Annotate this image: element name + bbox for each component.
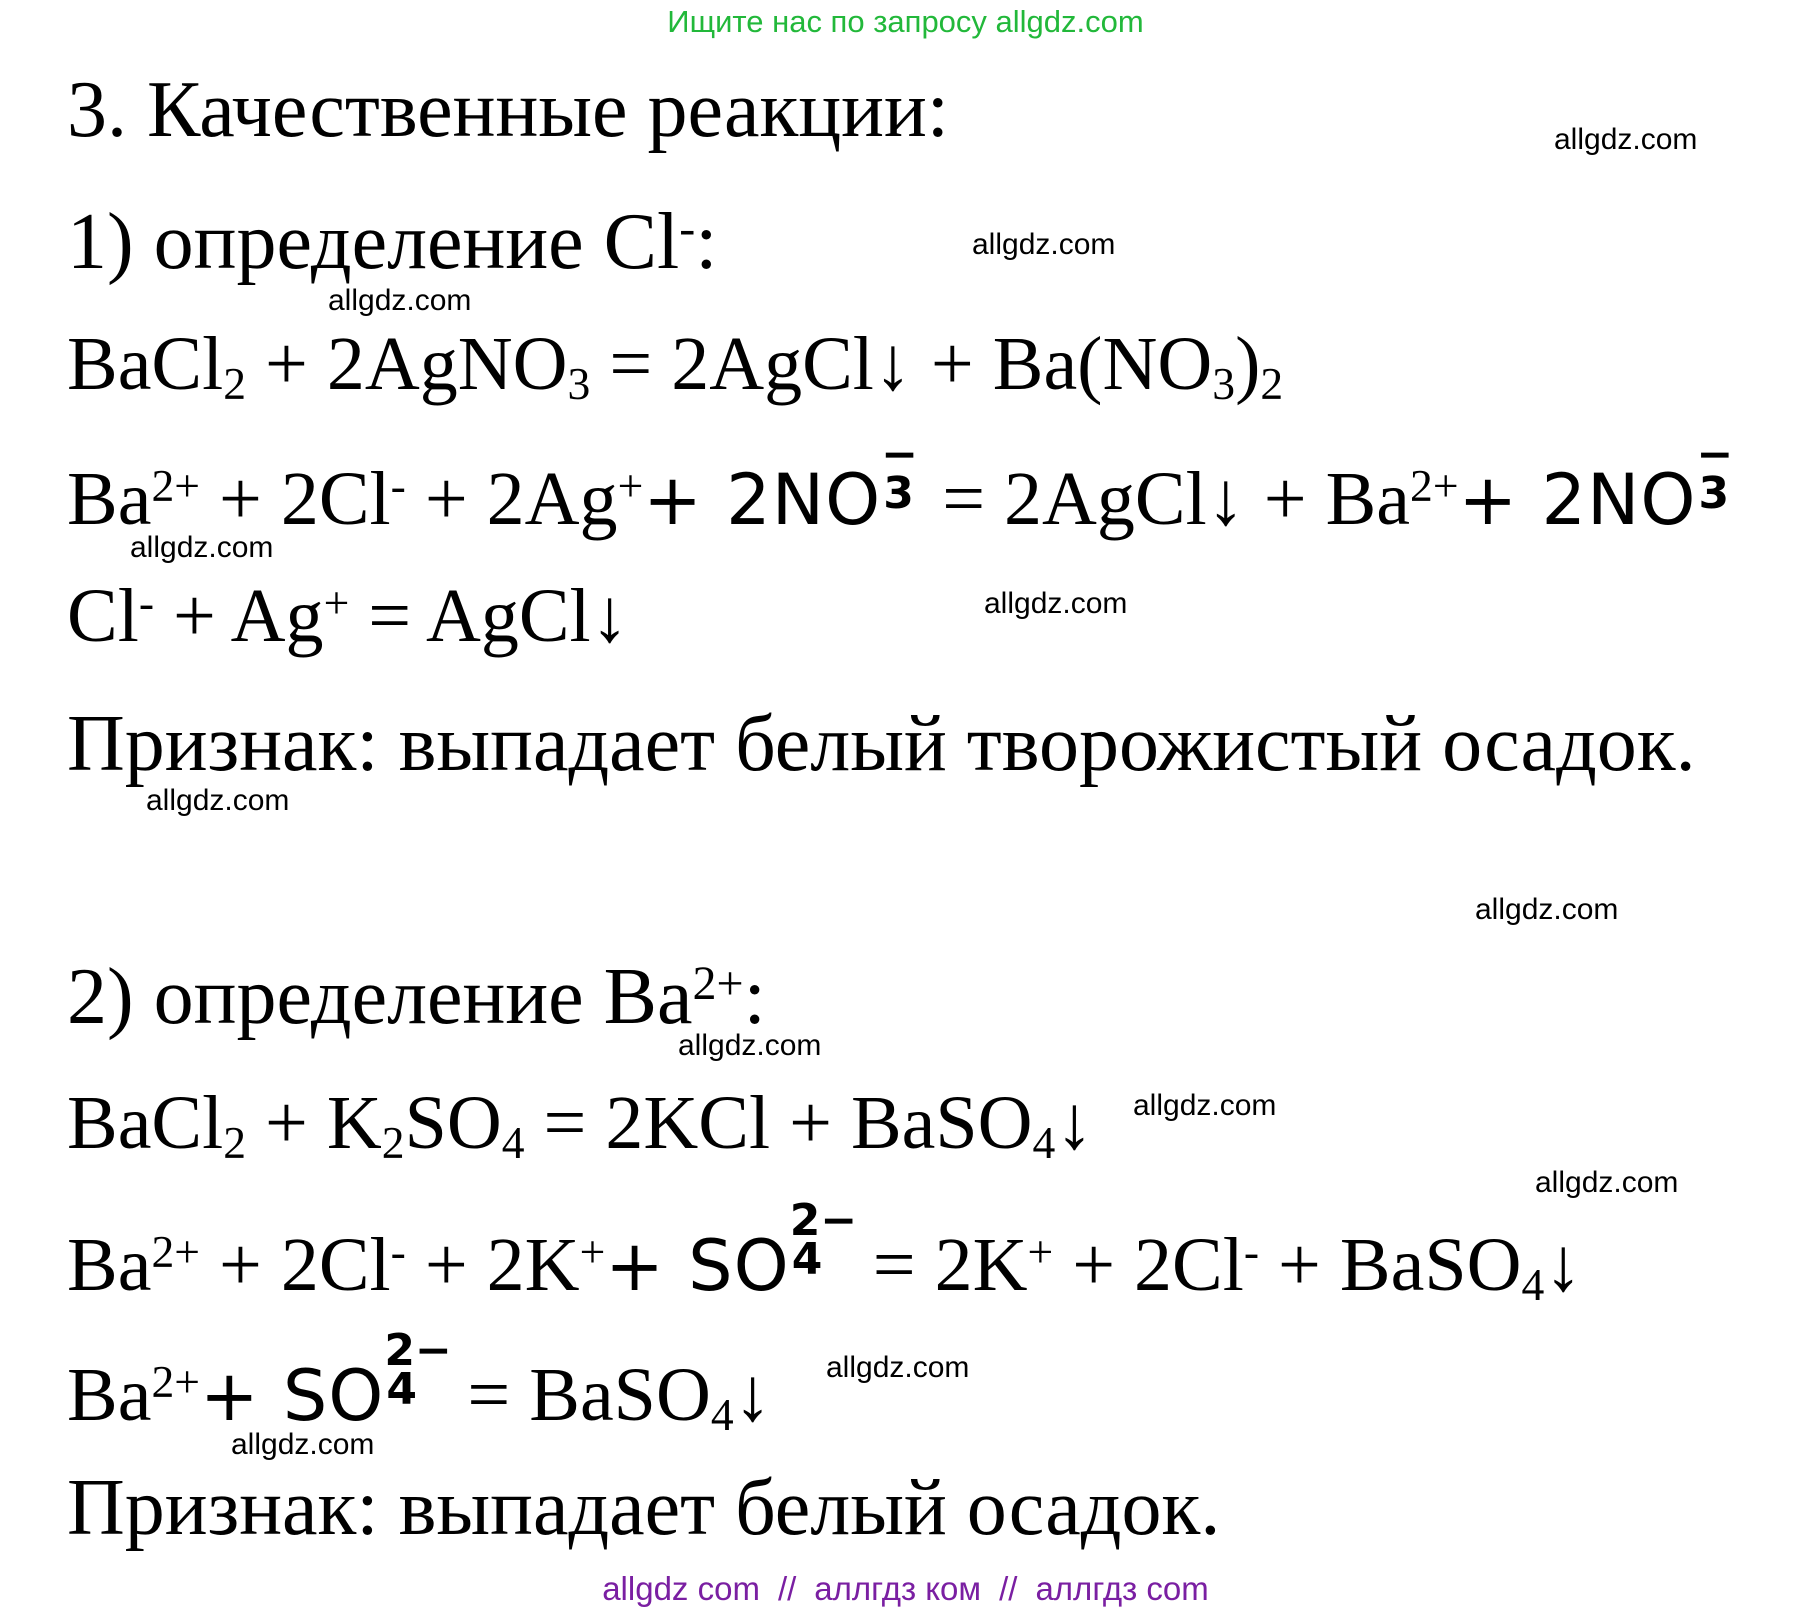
section2-full-ionic-equation: $Ba^{2+} + 2Cl^- + 2K^++$ SO 2− 4 = 2K+ + 2Cl- + BaSO$_4$↓ — [67, 1194, 1583, 1311]
no3b-charge-stack: − 3 — [1696, 428, 1734, 520]
watermark: allgdz.com — [130, 531, 274, 564]
footer-link-allgdz[interactable]: allgdz com — [602, 1570, 760, 1607]
watermark: allgdz.com — [231, 1428, 375, 1461]
watermark: allgdz.com — [972, 228, 1116, 261]
section2-molecular-equation: BaCl$_2$ + $K_2SO_4 = 2KCl$ + BaSO$_4$↓ — [67, 1081, 1094, 1169]
watermark: allgdz.com — [678, 1029, 822, 1062]
watermark: allgdz.com — [146, 784, 290, 817]
section1-full-ionic-equation: $Ba^{2+} + 2Cl^- + 2Ag^++ 2NO$ − 3 = 2AgCl↓ + $Ba^{2+}+ 2NO$ − 3 — [67, 448, 1738, 537]
watermark: allgdz.com — [1554, 123, 1698, 156]
so4-charge-stack: 2− 4 — [789, 1194, 858, 1286]
watermark: allgdz.com — [1475, 893, 1619, 926]
page-title: 3. Качественные реакции: — [67, 66, 950, 154]
so4b-charge-stack: 2− 4 — [384, 1324, 452, 1416]
section2-sign: Признак: выпадает белый осадок. — [67, 1464, 1221, 1552]
section2-short-ionic-equation: $Ba^{2+}+$ SO 2− 4 = BaSO$_4$↓ — [67, 1324, 772, 1441]
footer-separator: // — [999, 1570, 1018, 1607]
section1-short-ionic-equation: Cl- + Ag+ = AgCl↓ — [67, 574, 629, 658]
footer-links — [0, 1570, 1811, 1608]
section1-molecular-equation: BaCl$_2$ + 2AgNO$_3$ = 2AgCl↓ + $Ba(NO_3)_2$ — [67, 322, 1284, 410]
footer-link-allgdz-ru[interactable]: аллгдз ком — [814, 1570, 982, 1607]
watermark: allgdz.com — [826, 1351, 970, 1384]
header-search-hint[interactable]: Ищите нас по запросу allgdz.com — [667, 4, 1144, 39]
footer-separator: // — [777, 1570, 797, 1607]
section2-heading: 2) определение $Ba^{2+}$: — [67, 953, 766, 1041]
watermark: allgdz.com — [1133, 1089, 1277, 1122]
watermark: allgdz.com — [984, 587, 1128, 620]
watermark: allgdz.com — [1535, 1166, 1679, 1199]
watermark: allgdz.com — [328, 284, 472, 317]
footer-link-allgdz-ru-com[interactable]: аллгдз com — [1035, 1570, 1209, 1607]
no3-charge-stack: − 3 — [881, 428, 919, 520]
section1-heading: 1) определение Cl-: — [67, 198, 718, 286]
section1-sign: Признак: выпадает белый творожистый осадок. — [67, 700, 1696, 788]
